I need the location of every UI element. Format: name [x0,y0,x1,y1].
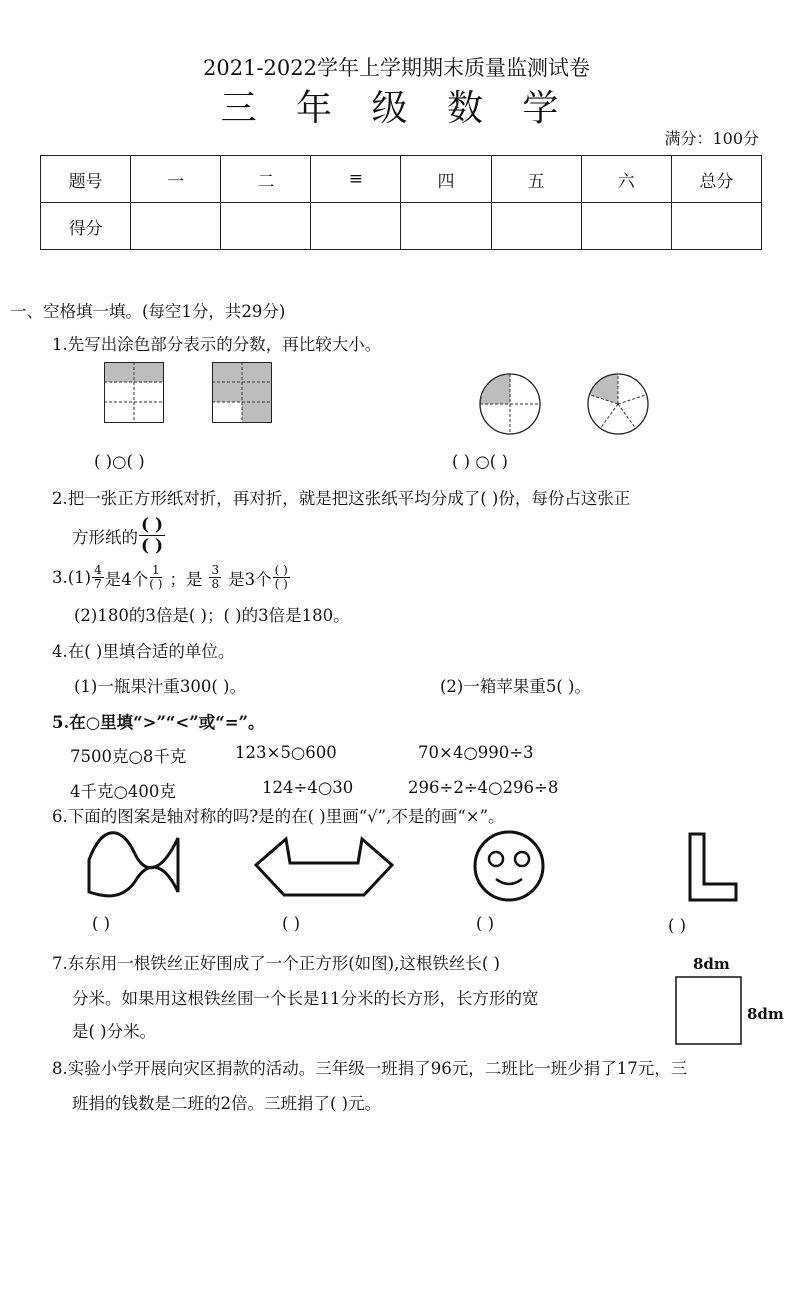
q6-answer-blank[interactable]: ( ) [668,916,687,935]
q2-line2 [72,515,166,556]
q7-line3: 是( )分米。 [72,1022,157,1041]
fraction-circle-b [587,373,649,435]
q1-text: 1.先写出涂色部分表示的分数，再比较大小。 [52,335,382,354]
q8-line1: 8.实验小学开展向灾区捐款的活动。三年级一班捐了96元，二班比一班少捐了17元，三 [52,1059,688,1078]
q5-item: 123×5○600 [235,743,337,762]
fraction-denominator: 8 [211,577,220,591]
table-cell: 四 [401,156,491,203]
table-cell: 一 [131,156,221,203]
fraction-square-a [104,362,164,423]
q6-answer-blank[interactable]: ( ) [476,914,495,933]
q5-item: 7500克○8千克 [70,747,187,766]
square-figure [675,976,743,1046]
exam-title: 2021-2022学年上学期期末质量监测试卷 [203,56,590,80]
q3-text: 是4个 [104,569,149,589]
score-table [40,155,762,250]
fraction-square-b [212,362,272,423]
table-cell: 五 [491,156,581,203]
section-heading: 一、空格填一填。(每空1分，共29分) [10,302,286,321]
q2-line2-text: 方形纸的 [72,527,138,547]
q1-answer-blank-b[interactable]: ( ) ○( ) [452,452,508,471]
q5-item: 70×4○990÷3 [418,743,534,762]
score-cell[interactable] [221,203,311,250]
smiley-face-figure [472,829,546,903]
q3-text: ；是 [169,569,203,589]
score-cell[interactable] [311,203,401,250]
fraction-numerator: 1 [152,563,160,577]
q8-line2: 班捐的钱数是二班的2倍。三班捐了( )元。 [72,1094,382,1113]
q3-line2: (2)180的3倍是( )；( )的3倍是180。 [74,606,350,625]
square-top-label: 8dm [693,955,730,973]
q7-line1: 7.东东用一根铁丝正好围成了一个正方形(如图),这根铁丝长( ) [52,954,500,973]
fraction-3-8 [209,564,221,591]
q3-answer-fraction-a[interactable] [149,564,162,591]
q2-line1: 2.把一张正方形纸对折，再对折，就是把这张纸平均分成了( )份，每份占这张正 [52,489,631,508]
fraction-denominator: ( ) [149,577,163,591]
fraction-denominator: ( ) [274,577,288,591]
subject-title: 三 年 级 数 学 [220,88,573,129]
q6-text: 6.下面的图案是轴对称的吗?是的在( )里画“√”,不是的画“×”。 [52,807,505,826]
q3-part1-label: 3.(1) [52,568,92,587]
fraction-circle-a [479,373,541,435]
table-row [41,156,762,203]
table-row [41,203,762,250]
fraction-denominator: ( ) [141,536,164,556]
q4-part-b: (2)一箱苹果重5( )。 [440,677,591,696]
full-score: 满分：100分 [664,129,759,148]
q5-item: 124÷4○30 [262,778,354,797]
q6-answer-blank[interactable]: ( ) [92,914,111,933]
fraction-numerator: ( ) [274,563,288,577]
q7-line2: 分米。如果用这根铁丝围一个长是11分米的长方形，长方形的宽 [72,989,539,1008]
score-cell[interactable] [491,203,581,250]
q5-item: 296÷2÷4○296÷8 [408,778,559,797]
square-side-label: 8dm [747,1005,784,1023]
score-cell[interactable] [671,203,761,250]
q5-text: 5.在○里填“>”“<”或“=”。 [52,713,265,732]
q4-text: 4.在( )里填合适的单位。 [52,642,235,661]
wave-shape-figure [86,830,182,898]
table-cell: 二 [221,156,311,203]
score-cell[interactable] [401,203,491,250]
q4-part-a: (1)一瓶果汁重300( )。 [74,677,246,696]
q5-item: 4千克○400克 [70,782,176,801]
letter-l-figure [688,832,740,902]
table-cell: 六 [581,156,671,203]
score-cell[interactable] [581,203,671,250]
fraction-numerator: 3 [211,563,220,577]
fraction-4-7 [92,564,104,591]
q1-answer-blank-a[interactable]: ( )○( ) [94,452,145,471]
score-cell[interactable] [131,203,221,250]
q2-answer-fraction[interactable] [139,515,165,556]
fraction-numerator: 4 [94,563,102,577]
q3-text: 是3个 [228,569,272,589]
bowl-shape-figure [254,837,394,899]
table-cell: 得分 [41,203,131,250]
table-cell: 题号 [41,156,131,203]
fraction-denominator: 7 [94,577,102,591]
q3-line1 [52,564,291,591]
q3-answer-fraction-b[interactable] [273,564,290,591]
fraction-numerator: ( ) [141,515,164,535]
table-cell: ≡ [311,156,401,203]
table-cell: 总分 [671,156,761,203]
q6-answer-blank[interactable]: ( ) [282,914,301,933]
